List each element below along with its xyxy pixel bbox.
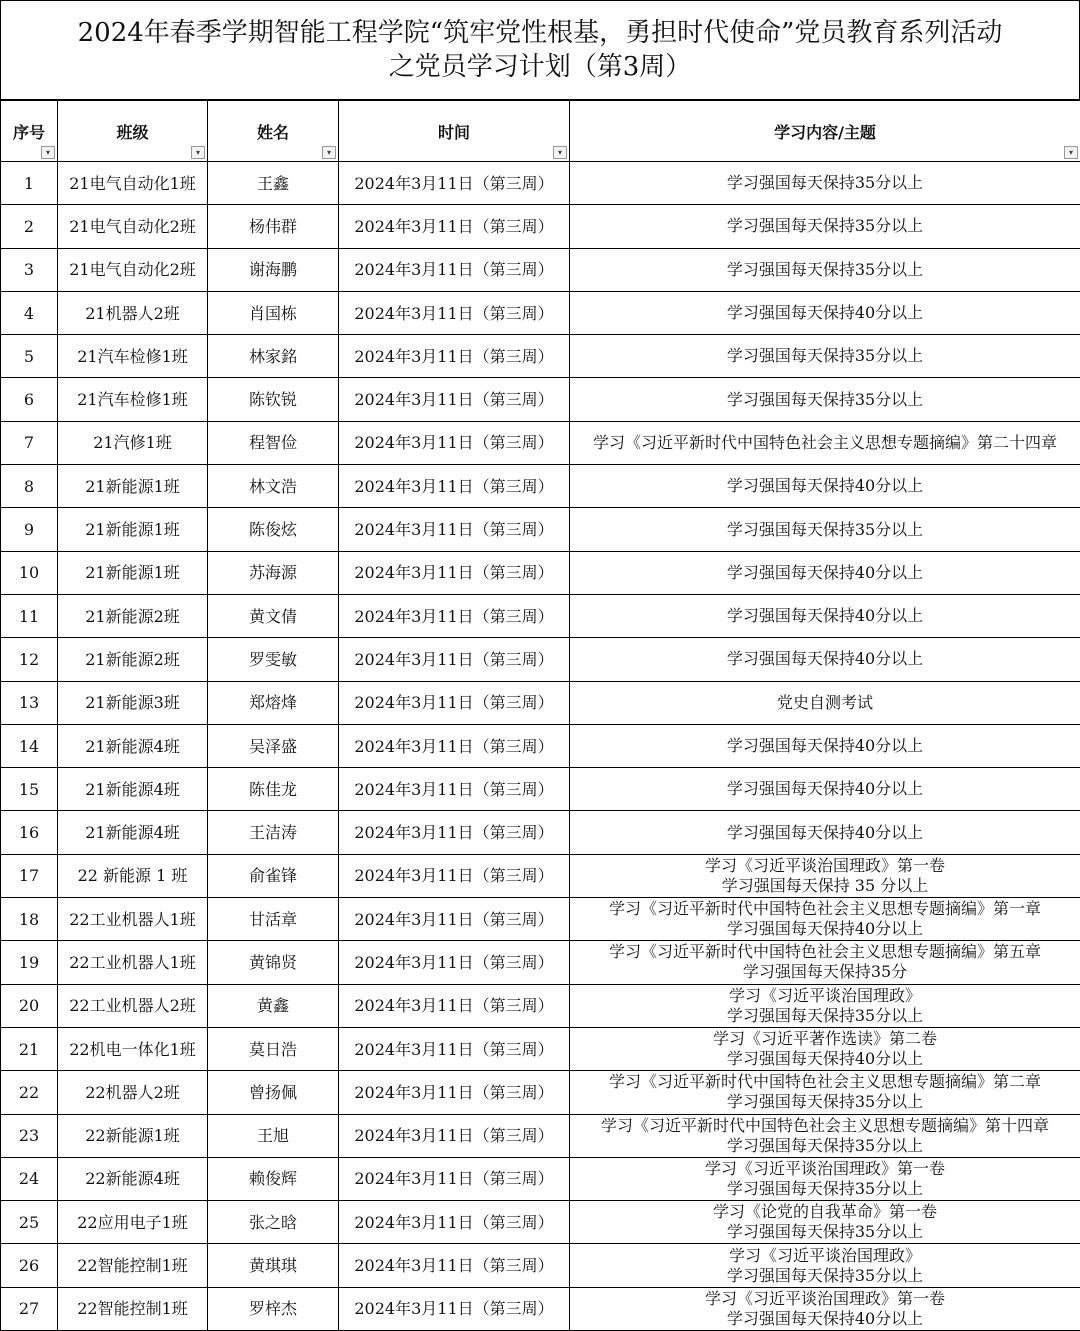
table-row xyxy=(1,421,1080,464)
cell-no[interactable]: 25 xyxy=(1,1201,58,1244)
cell-time[interactable]: 2024年3月11日（第三周） xyxy=(339,378,570,421)
filter-dropdown-icon[interactable]: ▾ xyxy=(41,146,55,159)
cell-class[interactable]: 21新能源2班 xyxy=(58,638,208,681)
cell-time[interactable]: 2024年3月11日（第三周） xyxy=(339,1244,570,1287)
cell-name[interactable]: 陈钦锐 xyxy=(208,378,339,421)
cell-content[interactable] xyxy=(570,811,1080,854)
cell-class[interactable]: 21机器人2班 xyxy=(58,291,208,334)
table-row xyxy=(1,335,1080,378)
cell-no[interactable]: 22 xyxy=(1,1071,58,1114)
cell-class[interactable]: 22新能源4班 xyxy=(58,1157,208,1200)
sheet-title-line2: 之党员学习计划（第3周） xyxy=(388,52,692,82)
cell-content-line: 学习《习近平谈治国理政》 xyxy=(728,985,921,1005)
cell-time[interactable]: 2024年3月11日（第三周） xyxy=(339,465,570,508)
header-class xyxy=(58,101,208,162)
cell-content-line: 学习强国每天保持35分以上 xyxy=(726,1092,924,1112)
cell-content[interactable] xyxy=(570,1244,1080,1287)
cell-content-line: 学习强国每天保持 35 分以上 xyxy=(721,875,929,895)
header-no-label: 序号 xyxy=(12,122,45,142)
cell-class[interactable]: 22应用电子1班 xyxy=(58,1201,208,1244)
cell-time[interactable]: 2024年3月11日（第三周） xyxy=(339,941,570,984)
cell-content[interactable] xyxy=(570,551,1080,594)
table-row xyxy=(1,638,1080,681)
header-content xyxy=(570,101,1080,162)
cell-no[interactable]: 13 xyxy=(1,681,58,724)
cell-content[interactable] xyxy=(570,984,1080,1027)
table-row xyxy=(1,248,1080,291)
table-row xyxy=(1,1244,1080,1287)
cell-no[interactable]: 2 xyxy=(1,205,58,248)
cell-content-line: 学习强国每天保持40分以上 xyxy=(726,562,924,582)
cell-time[interactable]: 2024年3月11日（第三周） xyxy=(339,551,570,594)
cell-time[interactable]: 2024年3月11日（第三周） xyxy=(339,854,570,897)
cell-class[interactable]: 22工业机器人1班 xyxy=(58,941,208,984)
table-row xyxy=(1,551,1080,594)
cell-name[interactable]: 谢海鹏 xyxy=(208,248,339,291)
cell-content-line: 学习《习近平谈治国理政》第一卷 xyxy=(704,1288,945,1308)
table-row xyxy=(1,205,1080,248)
cell-name[interactable]: 赖俊辉 xyxy=(208,1157,339,1200)
cell-time[interactable]: 2024年3月11日（第三周） xyxy=(339,508,570,551)
cell-no[interactable]: 14 xyxy=(1,724,58,767)
cell-time[interactable]: 2024年3月11日（第三周） xyxy=(339,1201,570,1244)
cell-no[interactable]: 23 xyxy=(1,1114,58,1157)
cell-no[interactable]: 1 xyxy=(1,162,58,205)
cell-class[interactable]: 21电气自动化1班 xyxy=(58,162,208,205)
table-row xyxy=(1,1071,1080,1114)
cell-class[interactable]: 21新能源2班 xyxy=(58,594,208,637)
cell-name[interactable]: 曾扬佩 xyxy=(208,1071,339,1114)
cell-content-line: 学习强国每天保持40分以上 xyxy=(726,736,924,755)
cell-name[interactable]: 黄琪琪 xyxy=(208,1244,339,1287)
cell-content-line: 学习强国每天保持40分以上 xyxy=(726,606,924,626)
cell-class[interactable]: 21新能源4班 xyxy=(58,724,208,767)
cell-name[interactable]: 程智俭 xyxy=(208,421,339,464)
cell-time[interactable]: 2024年3月11日（第三周） xyxy=(339,248,570,291)
cell-content-line: 学习强国每天保持40分以上 xyxy=(726,919,924,939)
header-time-label: 时间 xyxy=(437,122,470,142)
cell-time[interactable]: 2024年3月11日（第三周） xyxy=(339,1157,570,1200)
cell-time[interactable]: 2024年3月11日（第三周） xyxy=(339,1287,570,1330)
cell-time[interactable]: 2024年3月11日（第三周） xyxy=(339,335,570,378)
cell-content[interactable] xyxy=(570,1027,1080,1070)
table-row xyxy=(1,811,1080,854)
cell-content[interactable] xyxy=(570,508,1080,551)
cell-name[interactable]: 林家銘 xyxy=(208,335,339,378)
header-name xyxy=(208,101,339,162)
cell-class[interactable]: 22机器人2班 xyxy=(58,1071,208,1114)
cell-content-line: 学习强国每天保持40分以上 xyxy=(726,1308,924,1328)
cell-time[interactable]: 2024年3月11日（第三周） xyxy=(339,291,570,334)
cell-content[interactable] xyxy=(570,1201,1080,1244)
cell-name[interactable]: 王鑫 xyxy=(208,162,339,205)
table-row xyxy=(1,984,1080,1027)
cell-name[interactable]: 肖国栋 xyxy=(208,291,339,334)
cell-content-line: 学习强国每天保持40分以上 xyxy=(726,476,924,496)
cell-content-line: 学习强国每天保持35分以上 xyxy=(726,1135,924,1155)
cell-class[interactable]: 22智能控制1班 xyxy=(58,1244,208,1287)
cell-name[interactable]: 苏海源 xyxy=(208,551,339,594)
cell-name[interactable]: 张之晗 xyxy=(208,1201,339,1244)
cell-no[interactable]: 15 xyxy=(1,768,58,811)
cell-name[interactable]: 王旭 xyxy=(208,1114,339,1157)
cell-content[interactable] xyxy=(570,898,1080,941)
sheet-title-line1: 2024年春季学期智能工程学院“筑牢党性根基，勇担时代使命”党员教育系列活动 xyxy=(77,18,1003,48)
study-plan-table xyxy=(0,100,1080,1331)
cell-name[interactable]: 罗雯敏 xyxy=(208,638,339,681)
cell-time[interactable]: 2024年3月11日（第三周） xyxy=(339,984,570,1027)
cell-content-line: 学习强国每天保持35分以上 xyxy=(726,1265,924,1285)
cell-content[interactable] xyxy=(570,421,1080,464)
cell-content[interactable] xyxy=(570,205,1080,248)
cell-class[interactable]: 22智能控制1班 xyxy=(58,1287,208,1330)
cell-no[interactable]: 17 xyxy=(1,854,58,897)
cell-class[interactable]: 21新能源1班 xyxy=(58,465,208,508)
table-row xyxy=(1,465,1080,508)
cell-no[interactable]: 21 xyxy=(1,1027,58,1070)
table-row xyxy=(1,1114,1080,1157)
table-row xyxy=(1,1157,1080,1200)
table-body xyxy=(1,162,1080,1331)
cell-content-line: 学习《习近平新时代中国特色社会主义思想专题摘编》第二十四章 xyxy=(592,432,1057,452)
cell-content-line: 学习《习近平谈治国理政》第一卷 xyxy=(704,855,945,875)
cell-class[interactable]: 21新能源4班 xyxy=(58,768,208,811)
cell-no[interactable]: 10 xyxy=(1,551,58,594)
table-row xyxy=(1,1027,1080,1070)
header-content-label: 学习内容/主题 xyxy=(774,122,876,142)
table-row xyxy=(1,1287,1080,1330)
cell-content[interactable] xyxy=(570,941,1080,984)
cell-name[interactable]: 杨伟群 xyxy=(208,205,339,248)
table-row xyxy=(1,291,1080,334)
table-row xyxy=(1,1201,1080,1244)
cell-no[interactable]: 19 xyxy=(1,941,58,984)
filter-dropdown-icon[interactable]: ▾ xyxy=(191,146,205,159)
table-row xyxy=(1,768,1080,811)
cell-no[interactable]: 18 xyxy=(1,898,58,941)
header-time xyxy=(339,101,570,162)
cell-content[interactable] xyxy=(570,854,1080,897)
cell-name[interactable]: 罗梓杰 xyxy=(208,1287,339,1330)
sheet-title xyxy=(0,0,1080,100)
cell-content[interactable] xyxy=(570,594,1080,637)
table-row xyxy=(1,508,1080,551)
cell-class[interactable]: 21新能源3班 xyxy=(58,681,208,724)
table-row xyxy=(1,681,1080,724)
cell-time[interactable]: 2024年3月11日（第三周） xyxy=(339,898,570,941)
table-row xyxy=(1,162,1080,205)
cell-no[interactable]: 8 xyxy=(1,465,58,508)
cell-content[interactable] xyxy=(570,681,1080,724)
cell-no[interactable]: 9 xyxy=(1,508,58,551)
cell-no[interactable]: 5 xyxy=(1,335,58,378)
cell-name[interactable]: 黄文倩 xyxy=(208,594,339,637)
cell-content-line: 学习《习近平新时代中国特色社会主义思想专题摘编》第五章 xyxy=(608,942,1041,962)
cell-content-line: 学习强国每天保持35分以上 xyxy=(726,519,924,539)
cell-time[interactable]: 2024年3月11日（第三周） xyxy=(339,1071,570,1114)
cell-content[interactable] xyxy=(570,1287,1080,1330)
cell-class[interactable]: 21新能源1班 xyxy=(58,551,208,594)
cell-content-line: 学习强国每天保持40分以上 xyxy=(726,1049,924,1069)
cell-name[interactable]: 俞雀锋 xyxy=(208,854,339,897)
cell-name[interactable]: 林文浩 xyxy=(208,465,339,508)
table-row xyxy=(1,898,1080,941)
cell-time[interactable]: 2024年3月11日（第三周） xyxy=(339,681,570,724)
cell-class[interactable]: 21电气自动化2班 xyxy=(58,205,208,248)
cell-time[interactable]: 2024年3月11日（第三周） xyxy=(339,768,570,811)
cell-content-line: 学习强国每天保持35分以上 xyxy=(726,173,924,193)
cell-content[interactable] xyxy=(570,465,1080,508)
cell-no[interactable]: 16 xyxy=(1,811,58,854)
cell-content-line: 学习《论党的自我革命》第一卷 xyxy=(712,1202,937,1222)
cell-content[interactable] xyxy=(570,335,1080,378)
cell-content-line: 学习强国每天保持40分以上 xyxy=(726,649,924,669)
cell-no[interactable]: 26 xyxy=(1,1244,58,1287)
cell-class[interactable]: 22工业机器人1班 xyxy=(58,898,208,941)
cell-class[interactable]: 21汽车检修1班 xyxy=(58,378,208,421)
cell-content-line: 学习强国每天保持40分以上 xyxy=(726,779,924,799)
cell-class[interactable]: 21新能源4班 xyxy=(58,811,208,854)
cell-name[interactable]: 王洁涛 xyxy=(208,811,339,854)
cell-content[interactable] xyxy=(570,1071,1080,1114)
cell-class[interactable]: 22新能源1班 xyxy=(58,1114,208,1157)
cell-content[interactable] xyxy=(570,1157,1080,1200)
table-row xyxy=(1,941,1080,984)
cell-content-line: 学习强国每天保持35分以上 xyxy=(726,259,924,279)
header-row xyxy=(1,101,1080,162)
cell-content-line: 学习《习近平新时代中国特色社会主义思想专题摘编》第一章 xyxy=(608,899,1041,919)
cell-content-line: 学习强国每天保持35分以上 xyxy=(726,1178,924,1198)
cell-content-line: 学习强国每天保持40分以上 xyxy=(726,822,924,842)
filter-dropdown-icon[interactable]: ▾ xyxy=(1064,146,1078,159)
cell-time[interactable]: 2024年3月11日（第三周） xyxy=(339,724,570,767)
cell-content[interactable] xyxy=(570,291,1080,334)
cell-time[interactable]: 2024年3月11日（第三周） xyxy=(339,594,570,637)
header-no xyxy=(1,101,58,162)
cell-class[interactable]: 21汽车检修1班 xyxy=(58,335,208,378)
cell-time[interactable]: 2024年3月11日（第三周） xyxy=(339,205,570,248)
cell-class[interactable]: 21新能源1班 xyxy=(58,508,208,551)
cell-time[interactable]: 2024年3月11日（第三周） xyxy=(339,421,570,464)
cell-content-line: 学习强国每天保持35分以上 xyxy=(726,346,924,366)
cell-no[interactable]: 27 xyxy=(1,1287,58,1330)
cell-content-line: 学习《习近平著作选读》第二卷 xyxy=(712,1029,937,1049)
cell-content[interactable] xyxy=(570,638,1080,681)
cell-no[interactable]: 20 xyxy=(1,984,58,1027)
cell-name[interactable]: 陈俊炫 xyxy=(208,508,339,551)
cell-content-line: 学习《习近平谈治国理政》第一卷 xyxy=(704,1158,945,1178)
filter-dropdown-icon[interactable]: ▾ xyxy=(322,146,336,159)
cell-class[interactable]: 22工业机器人2班 xyxy=(58,984,208,1027)
cell-time[interactable]: 2024年3月11日（第三周） xyxy=(339,638,570,681)
cell-content-line: 学习强国每天保持35分 xyxy=(742,962,908,982)
cell-name[interactable]: 黄锦贤 xyxy=(208,941,339,984)
cell-no[interactable]: 7 xyxy=(1,421,58,464)
cell-class[interactable]: 21电气自动化2班 xyxy=(58,248,208,291)
cell-class[interactable]: 22 新能源 1 班 xyxy=(58,854,208,897)
cell-content[interactable] xyxy=(570,378,1080,421)
cell-content-line: 学习强国每天保持35分以上 xyxy=(726,1005,924,1025)
cell-no[interactable]: 12 xyxy=(1,638,58,681)
cell-time[interactable]: 2024年3月11日（第三周） xyxy=(339,811,570,854)
cell-name[interactable]: 郑熔烽 xyxy=(208,681,339,724)
cell-name[interactable]: 甘活章 xyxy=(208,898,339,941)
cell-content-line: 学习强国每天保持35分以上 xyxy=(726,216,924,236)
cell-content[interactable] xyxy=(570,724,1080,767)
cell-content-line: 学习强国每天保持35分以上 xyxy=(726,389,924,409)
cell-class[interactable]: 22机电一体化1班 xyxy=(58,1027,208,1070)
cell-content-line: 学习《习近平新时代中国特色社会主义思想专题摘编》第二章 xyxy=(608,1072,1041,1092)
cell-time[interactable]: 2024年3月11日（第三周） xyxy=(339,1027,570,1070)
cell-content-line: 学习《习近平谈治国理政》 xyxy=(728,1245,921,1265)
cell-content-line: 党史自测考试 xyxy=(776,692,873,712)
cell-no[interactable]: 24 xyxy=(1,1157,58,1200)
table-row xyxy=(1,594,1080,637)
cell-name[interactable]: 黄鑫 xyxy=(208,984,339,1027)
table-row xyxy=(1,854,1080,897)
table-row xyxy=(1,378,1080,421)
cell-no[interactable]: 4 xyxy=(1,291,58,334)
cell-content[interactable] xyxy=(570,248,1080,291)
cell-content[interactable] xyxy=(570,768,1080,811)
cell-name[interactable]: 莫日浩 xyxy=(208,1027,339,1070)
cell-no[interactable]: 11 xyxy=(1,594,58,637)
cell-no[interactable]: 6 xyxy=(1,378,58,421)
filter-dropdown-icon[interactable]: ▾ xyxy=(553,146,567,159)
cell-content[interactable] xyxy=(570,1114,1080,1157)
cell-content[interactable] xyxy=(570,162,1080,205)
cell-class[interactable]: 21汽修1班 xyxy=(58,421,208,464)
cell-time[interactable]: 2024年3月11日（第三周） xyxy=(339,162,570,205)
cell-content-line: 学习强国每天保持35分以上 xyxy=(726,1222,924,1242)
cell-name[interactable]: 吴泽盛 xyxy=(208,724,339,767)
header-name-label: 姓名 xyxy=(256,122,289,142)
cell-content-line: 学习《习近平新时代中国特色社会主义思想专题摘编》第十四章 xyxy=(600,1115,1049,1135)
cell-no[interactable]: 3 xyxy=(1,248,58,291)
header-class-label: 班级 xyxy=(116,122,149,142)
cell-name[interactable]: 陈佳龙 xyxy=(208,768,339,811)
cell-content-line: 学习强国每天保持40分以上 xyxy=(726,303,924,323)
table-row xyxy=(1,724,1080,767)
cell-time[interactable]: 2024年3月11日（第三周） xyxy=(339,1114,570,1157)
